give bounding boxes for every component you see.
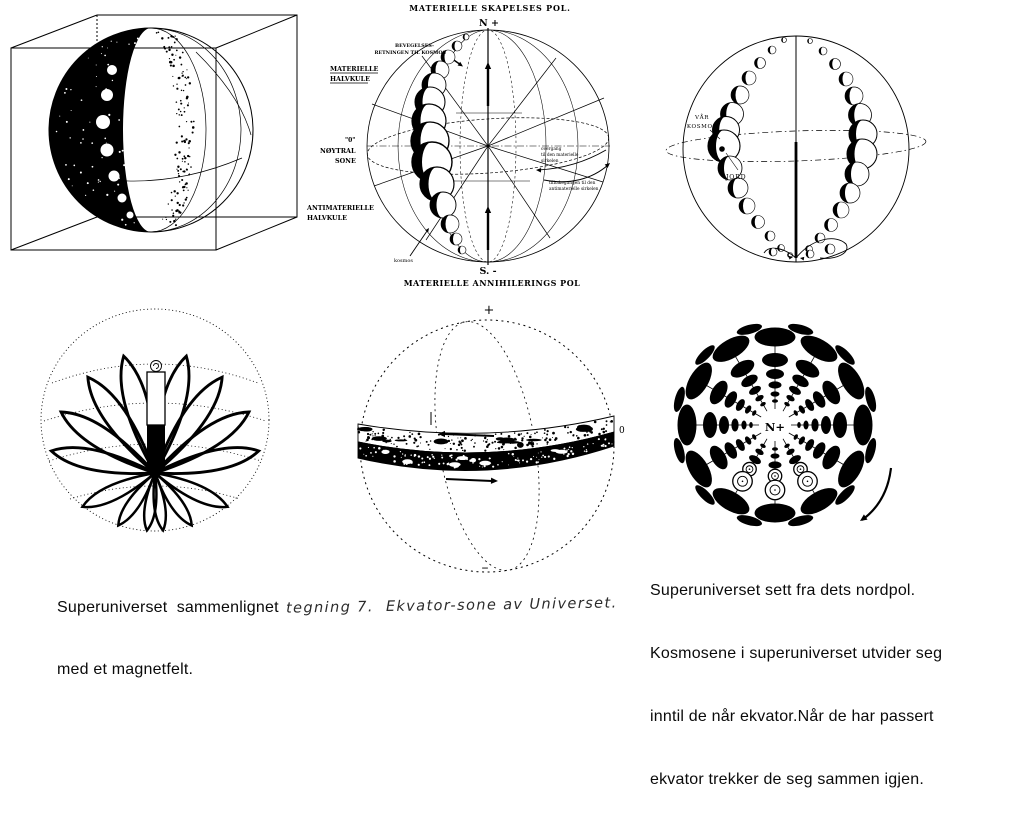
rotation-arrow — [858, 468, 891, 524]
caption-line-3: inntil de når ekvator.Når de har passert — [650, 708, 934, 725]
diagram-magnetfelt — [28, 303, 280, 549]
material-hemisphere-label-1: MATERIELLE — [330, 65, 379, 73]
note-line: overgang — [541, 147, 562, 152]
caption-line-1: Superuniverset sammenlignet — [57, 599, 279, 616]
var-kosmos-label-2: KOSMOS — [686, 124, 718, 130]
note-line: til den materielle — [541, 153, 579, 158]
diagram-ekvator-sone — [342, 296, 642, 591]
neutral-zero-label: "0" — [345, 137, 356, 144]
kosmos-chain — [411, 34, 469, 254]
diagram-sphere-in-cube — [0, 0, 305, 258]
caption-line-2: med et magnetfelt. — [57, 660, 194, 678]
magnet-bar-bottom — [147, 425, 165, 471]
zero-label: 0 — [619, 426, 625, 436]
note-line: sirkelen — [541, 159, 559, 164]
cosmos-sphere-drawing — [660, 22, 928, 274]
neutral-zone-label-2: SONE — [335, 157, 356, 165]
var-kosmos-label-1: VÅR — [694, 115, 710, 121]
bottom-pole-label: MATERIELLE ANNIHILERINGS POL — [403, 278, 581, 288]
equator-zone-drawing — [342, 296, 642, 591]
material-hemisphere-label-2: HALVKULE — [330, 75, 370, 83]
south-label: S. - — [479, 266, 497, 277]
diagram-nordpol-view — [654, 318, 922, 550]
antimaterial-label-2: HALVKULE — [307, 214, 347, 222]
diagram-materielle-skapelses-pol — [298, 0, 646, 300]
note-line: tilbakegangen til den — [549, 181, 596, 186]
top-swirl — [151, 361, 162, 372]
northpole-starburst-drawing — [654, 318, 922, 550]
plus-label: + — [483, 303, 495, 318]
note-line: antimaterielle sirkelen — [549, 187, 599, 192]
kosmos-chains — [708, 38, 877, 258]
top-pole-label: MATERIELLE SKAPELSES POL. — [409, 3, 571, 13]
handwritten-caption: tegning 7. Ekvator-sone av Universet. — [285, 595, 618, 617]
diagram-var-kosmos — [660, 22, 928, 274]
antimaterial-label-1: ANTIMATERIELLE — [307, 204, 374, 212]
jord-label: JORD — [726, 174, 747, 181]
north-label: N + — [479, 18, 499, 29]
sphere-in-cube-drawing — [0, 0, 305, 258]
top-swirl-inner — [154, 364, 159, 369]
movement-label-2: RETNINGEN TIL KOSMOS — [374, 50, 446, 56]
convergence-point — [152, 469, 161, 478]
caption-line-2: Kosmosene i superuniverset utvider seg — [650, 645, 943, 662]
neutral-zone-label-1: NØYTRAL — [320, 147, 356, 155]
equator-band — [357, 416, 614, 471]
shaded-crescent — [49, 28, 195, 232]
magnet-caption — [57, 557, 279, 721]
north-center-label: N+ — [764, 420, 786, 434]
caption-line-4: ekvator trekker de seg sammen igjen. — [650, 771, 924, 788]
magnet-sphere-drawing — [28, 303, 280, 549]
creation-sphere-drawing — [298, 0, 646, 300]
movement-label-1: BEVEGELSES- — [395, 43, 434, 49]
kosmos-label: kosmos — [394, 258, 413, 264]
magnet-bar-top — [147, 372, 165, 425]
minus-label: – — [481, 560, 489, 576]
caption-line-1: Superuniverset sett fra dets nordpol. — [650, 582, 916, 599]
northpole-caption — [650, 538, 942, 832]
